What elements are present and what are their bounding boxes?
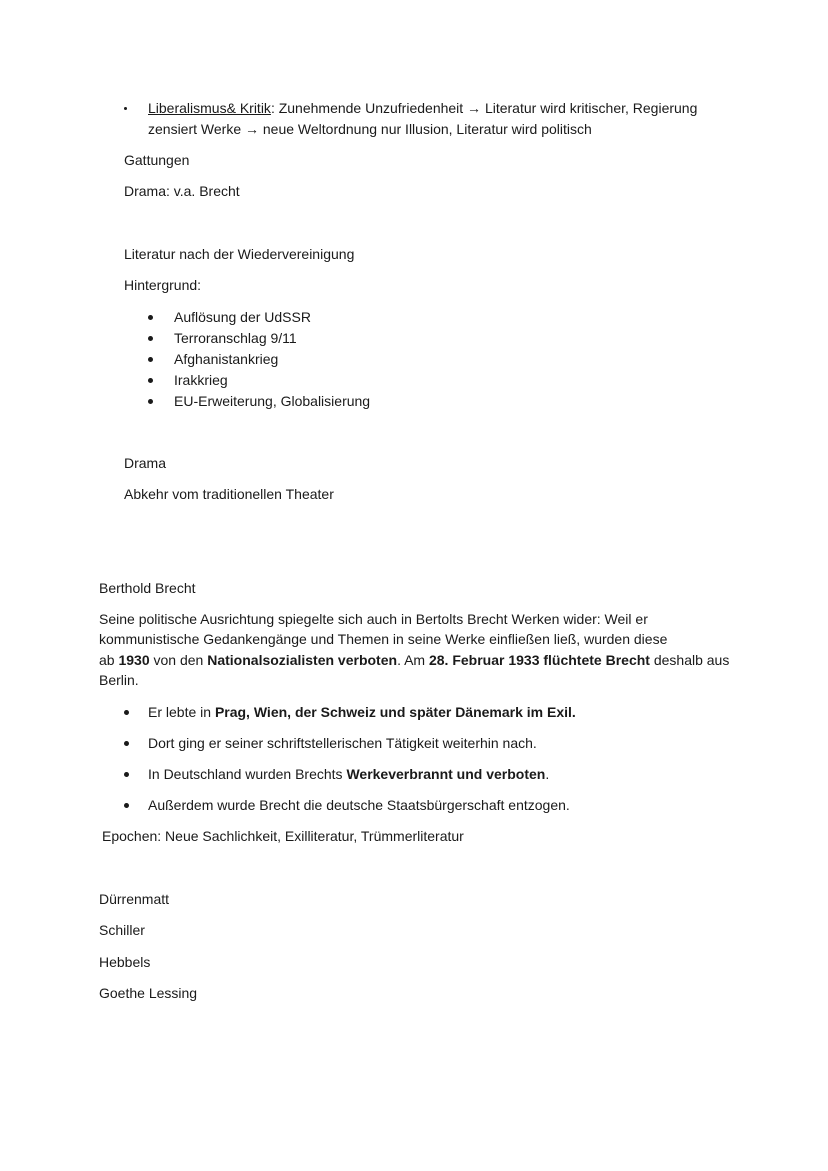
- bullet: [124, 107, 127, 110]
- liberalismus-text-1: : Zunehmende Unzufriedenheit → Literatur wird kritischer, Regierung: [270, 100, 698, 116]
- list-item: [148, 702, 576, 722]
- paragraph-line-4: Berlin.: [99, 672, 139, 688]
- liberalismus-term: Liberalismus& Kritik: [148, 100, 271, 116]
- bold-year: 1930: [118, 652, 150, 668]
- list-item: Afghanistankrieg: [174, 351, 279, 367]
- hintergrund-label: Hintergrund:: [124, 277, 202, 293]
- list-item: Terroranschlag 9/11: [174, 330, 297, 346]
- epochen-line: Epochen: Neue Sachlichkeit, Exilliteratur, Trümmerliteratur: [102, 828, 464, 844]
- wiedervereinigung-heading: Literatur nach der Wiedervereinigung: [124, 246, 355, 262]
- list-item: Irakkrieg: [174, 372, 228, 388]
- brecht-heading: Berthold Brecht: [99, 580, 196, 596]
- bold-date: 28. Februar 1933 flüchtete Brecht: [428, 652, 650, 668]
- list-item: [148, 764, 549, 784]
- list-item: Auflösung der UdSSR: [174, 309, 311, 325]
- gattungen-heading: Gattungen: [124, 152, 190, 168]
- bold-text: Prag, Wien, der Schweiz und später Dänemark im Exil.: [214, 704, 576, 720]
- bullet: [124, 772, 129, 777]
- bullet: [148, 357, 153, 362]
- list-item: Dort ging er seiner schriftstellerischen Tätigkeit weiterhin nach.: [148, 735, 537, 751]
- bullet: [148, 315, 153, 320]
- bullet: [148, 378, 153, 383]
- bold-text: Werkeverbrannt und verboten: [346, 766, 546, 782]
- text: deshalb aus: [649, 652, 730, 668]
- paragraph-line-1: Seine politische Ausrichtung spiegelte sich auch in Bertolts Brecht Werken wider: Weil er: [99, 611, 648, 627]
- text: . Am: [397, 652, 429, 668]
- paragraph-line-2: kommunistische Gedankengänge und Themen in seine Werke einfließen ließ, wurden diese: [99, 631, 668, 647]
- bullet: [124, 741, 129, 746]
- text: Er lebte in: [148, 704, 215, 720]
- liberalismus-line-2: zensiert Werke → neue Weltordnung nur Illusion, Literatur wird politisch: [148, 121, 592, 137]
- author-goethe-lessing: Goethe Lessing: [99, 985, 198, 1001]
- text: .: [545, 766, 550, 782]
- bullet: [148, 336, 153, 341]
- paragraph-line-3: [99, 650, 729, 670]
- drama-heading: Drama: [124, 455, 167, 471]
- author-hebbels: Hebbels: [99, 954, 151, 970]
- author-schiller: Schiller: [99, 922, 145, 938]
- abkehr-line: Abkehr vom traditionellen Theater: [124, 486, 334, 502]
- text: von den: [149, 652, 208, 668]
- bullet: [124, 710, 129, 715]
- bold-text: Nationalsozialisten verboten: [207, 652, 398, 668]
- drama-brecht-line: Drama: v.a. Brecht: [124, 183, 240, 199]
- author-duerrenmatt: Dürrenmatt: [99, 891, 170, 907]
- list-item: EU-Erweiterung, Globalisierung: [174, 393, 371, 409]
- list-item: Außerdem wurde Brecht die deutsche Staatsbürgerschaft entzogen.: [148, 797, 570, 813]
- text: In Deutschland wurden Brechts: [148, 766, 347, 782]
- text: ab: [99, 652, 119, 668]
- liberalismus-line-1: [148, 98, 697, 118]
- bullet: [148, 399, 153, 404]
- bullet: [124, 803, 129, 808]
